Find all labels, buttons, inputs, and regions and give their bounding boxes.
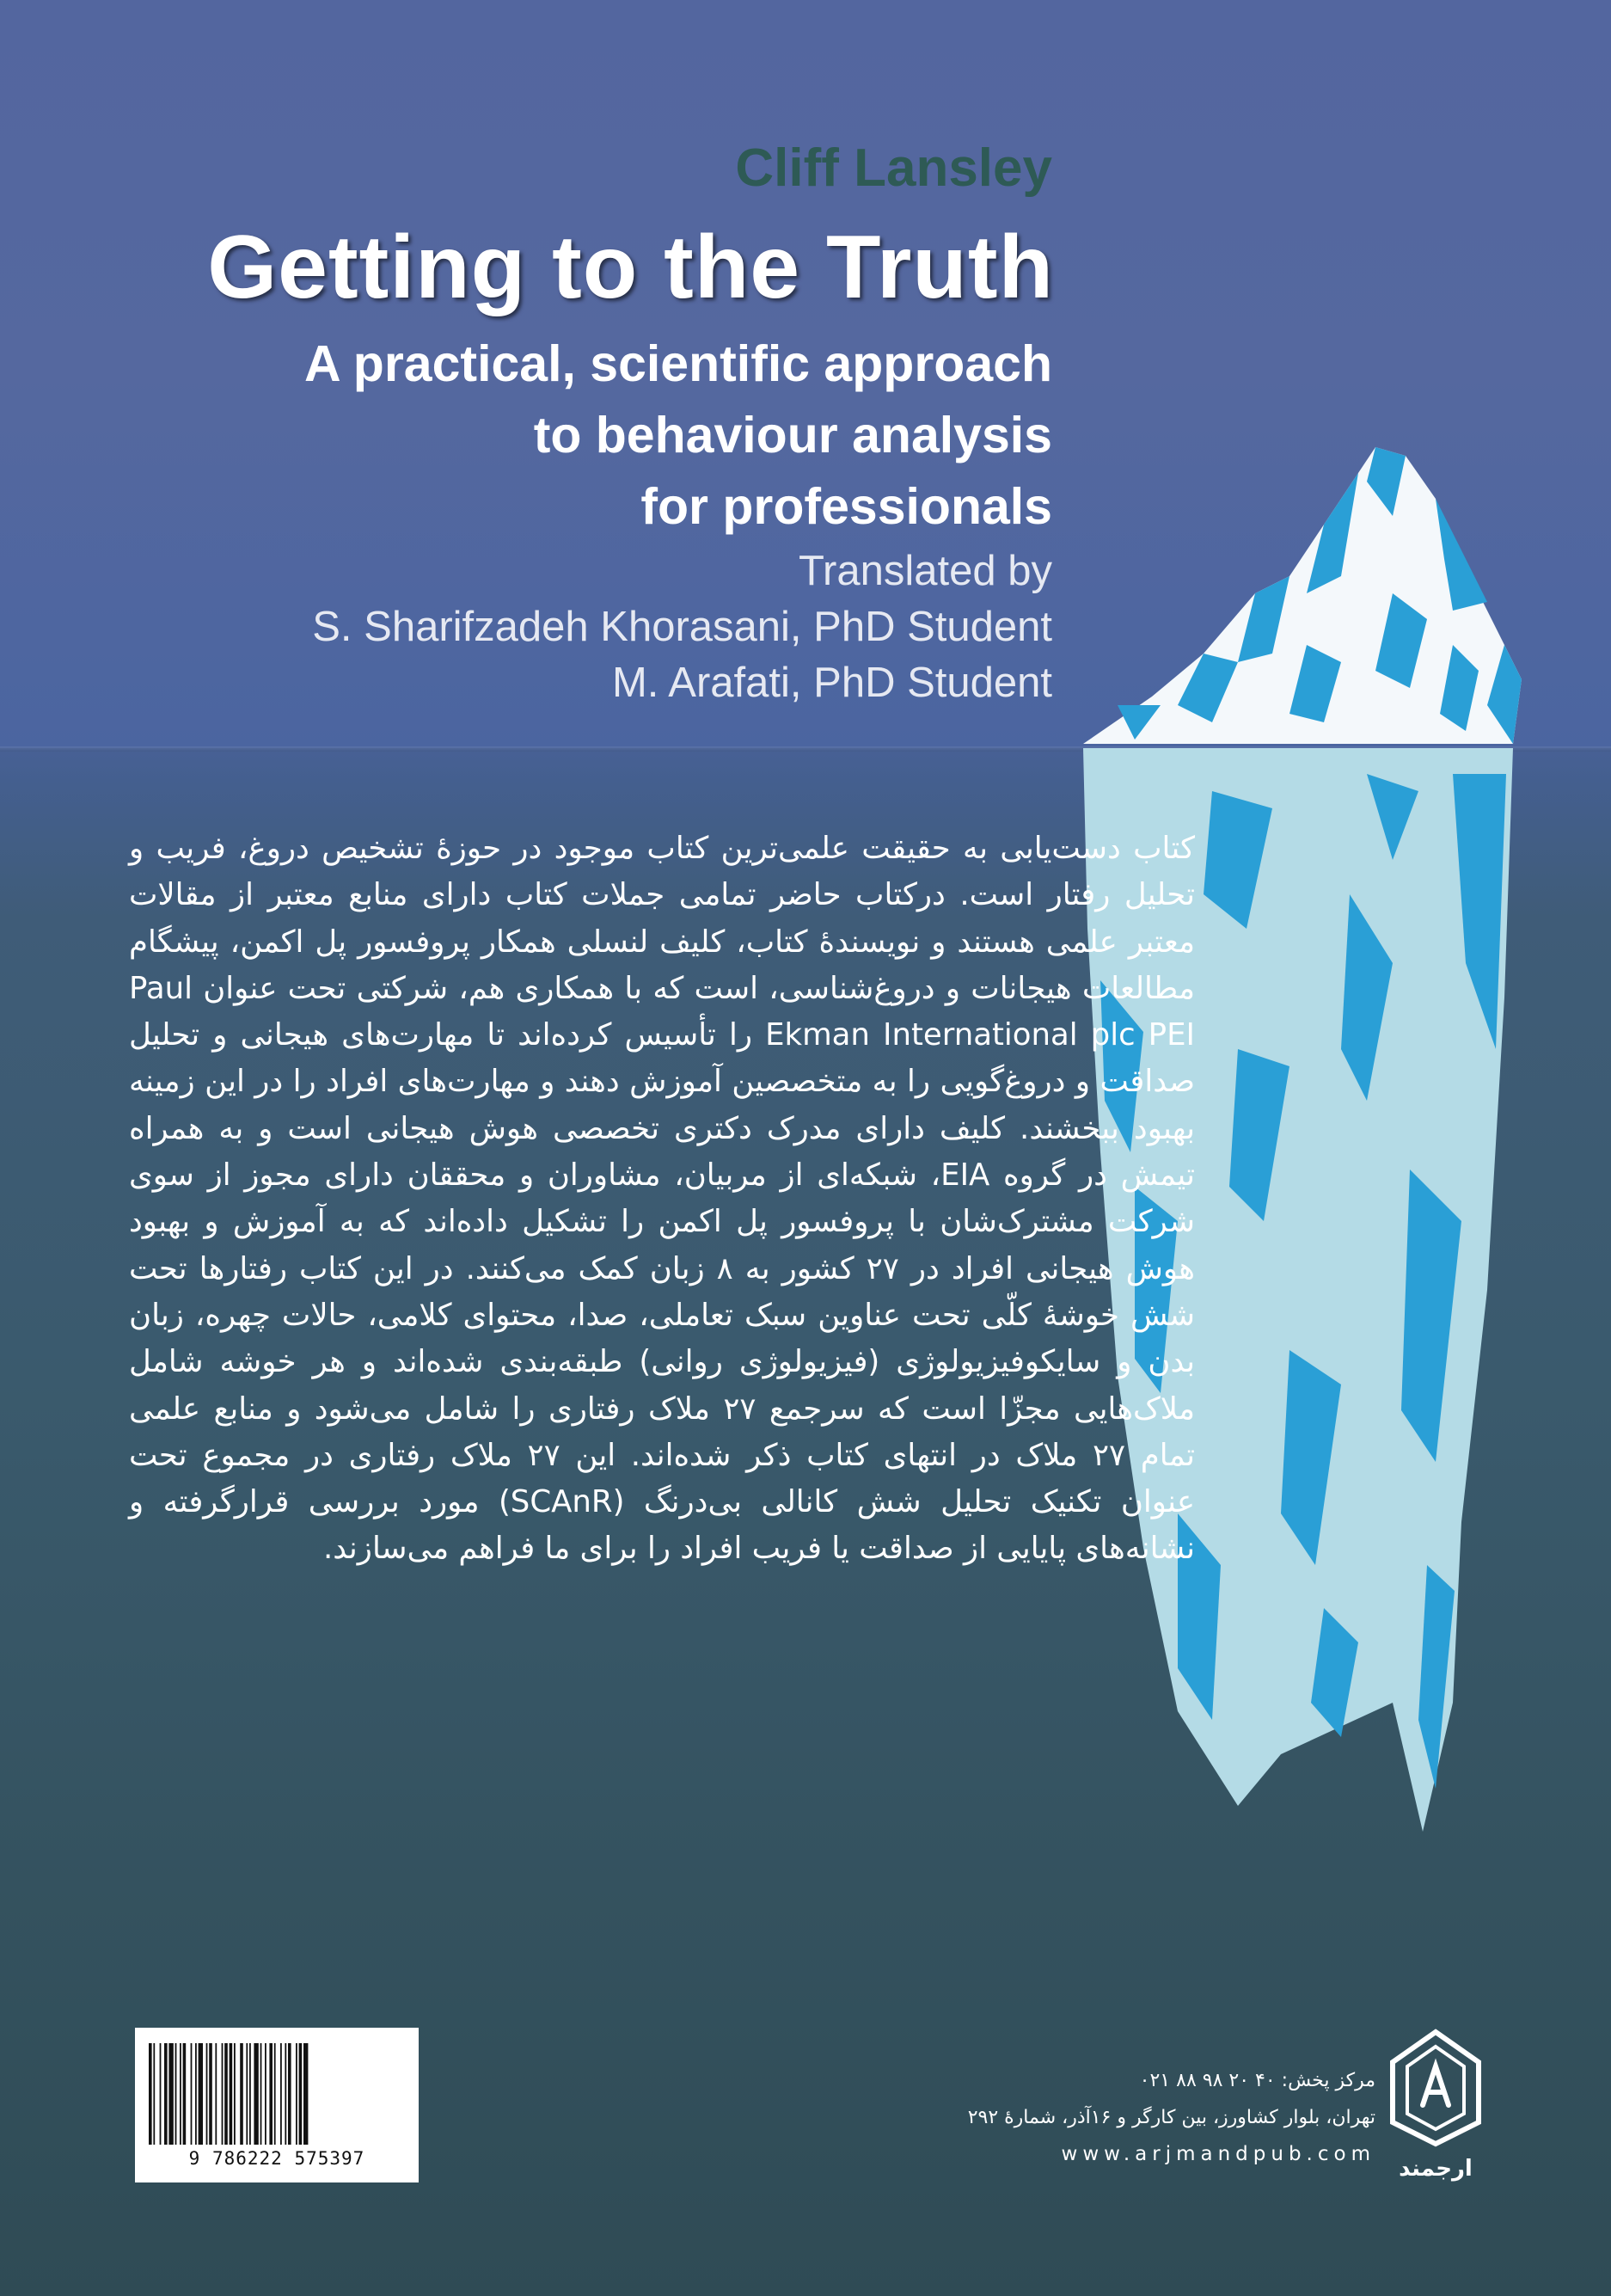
translator-name: S. Sharifzadeh Khorasani, PhD Student — [312, 604, 1052, 650]
book-title: Getting to the Truth — [207, 218, 1054, 317]
publisher-website: www.arjmandpub.com — [1061, 2143, 1375, 2165]
blurb-text-part2: را تأسیس کرده‌اند تا مهارت‌های هیجانی و تحلیل صداقت و دروغ‌گویی را به متخصصین آموزش دهند و مهارت‌های افراد را در این زمینه بهبود ببخشند. کلیف دارای مدرک دکتری تخصصی هوش هیجانی است و به همراه تیمش در گروه EIA، شبکه‌ای از مربیان، مشاوران و محققان دارای مجوز از سوی شرکت مشترک‌شان با پروفسور پل اکمن را تشکیل داده‌اند که به آموزش و بهبود هوش هیجانی افراد در ۲۷ کشور به ۸ زبان کمک می‌کنند. در این کتاب رفتارها تحت شش خوشهٔ کلّی تحت عناوین سبک تعاملی، صدا، محتوای کلامی، حالات چهره، زبان بدن و سایکوفیزیولوژی (فیزیولوژی روانی) طبقه‌بندی شده‌اند و هر خوشه شامل ملاک‌هایی مجزّا است که سرجمع ۲۷ ملاک رفتاری را شامل می‌شود و منابع علمی تمام ۲۷ ملاک در انتهای کتاب ذکر شده‌اند. این ۲۷ ملاک رفتاری در مجموع تحت عنوان تکنیک تحلیل شش کانالی بی‌درنگ (SCAnR) مورد بررسی قرارگرفته و نشانه‌های پایایی از صداقت یا فریب افراد را برای ما فراهم می‌سازند. — [129, 1017, 1196, 1567]
author-name: Cliff Lansley — [735, 138, 1052, 198]
distribution-phone: مرکز پخش: ۴۰ ۲۰ ۹۸ ۸۸ ۰۲۱ — [1139, 2070, 1375, 2091]
subtitle-line: A practical, scientific approach — [304, 335, 1052, 392]
publisher-logo-text: ارجمند — [1399, 2156, 1473, 2182]
subtitle-line: to behaviour analysis — [533, 407, 1052, 463]
barcode-bars — [147, 2043, 407, 2145]
blurb-paragraph — [129, 826, 1195, 1573]
translated-by-label: Translated by — [798, 548, 1052, 594]
publisher-info — [894, 2062, 1375, 2173]
publisher-logo-icon — [1388, 2028, 1483, 2148]
blurb-text-part1: کتاب دست‌یابی به حقیقت علمی‌ترین کتاب موجود در حوزهٔ تشخیص دروغ، فریب و تحلیل رفتار است. درکتاب حاضر تمامی جملات کتاب دارای منابع معتبر از مقالات معتبر علمی هستند و نویسندهٔ کتاب، کلیف لنسلی همکار پروفسور پل اکمن، پیشگام مطالعات هیجانات و دروغ‌شناسی، است که با همکاری هم، شرکتی تحت عنوان — [129, 831, 1195, 1006]
translator-name: M. Arafati, PhD Student — [611, 660, 1052, 706]
isbn-barcode — [135, 2028, 419, 2182]
book-subtitle — [107, 328, 1052, 543]
isbn-number: 9 786222 575397 — [188, 2148, 365, 2169]
publisher-address: تهران، بلوار کشاورز، بین کارگر و ۱۶آذر، شمارهٔ ۲۹۲ — [967, 2107, 1375, 2128]
translator-credits — [0, 543, 1052, 711]
publisher-logo — [1388, 2028, 1483, 2191]
company-name: Paul Ekman International plc PEI — [129, 970, 1195, 1053]
subtitle-line: for professionals — [640, 478, 1052, 535]
